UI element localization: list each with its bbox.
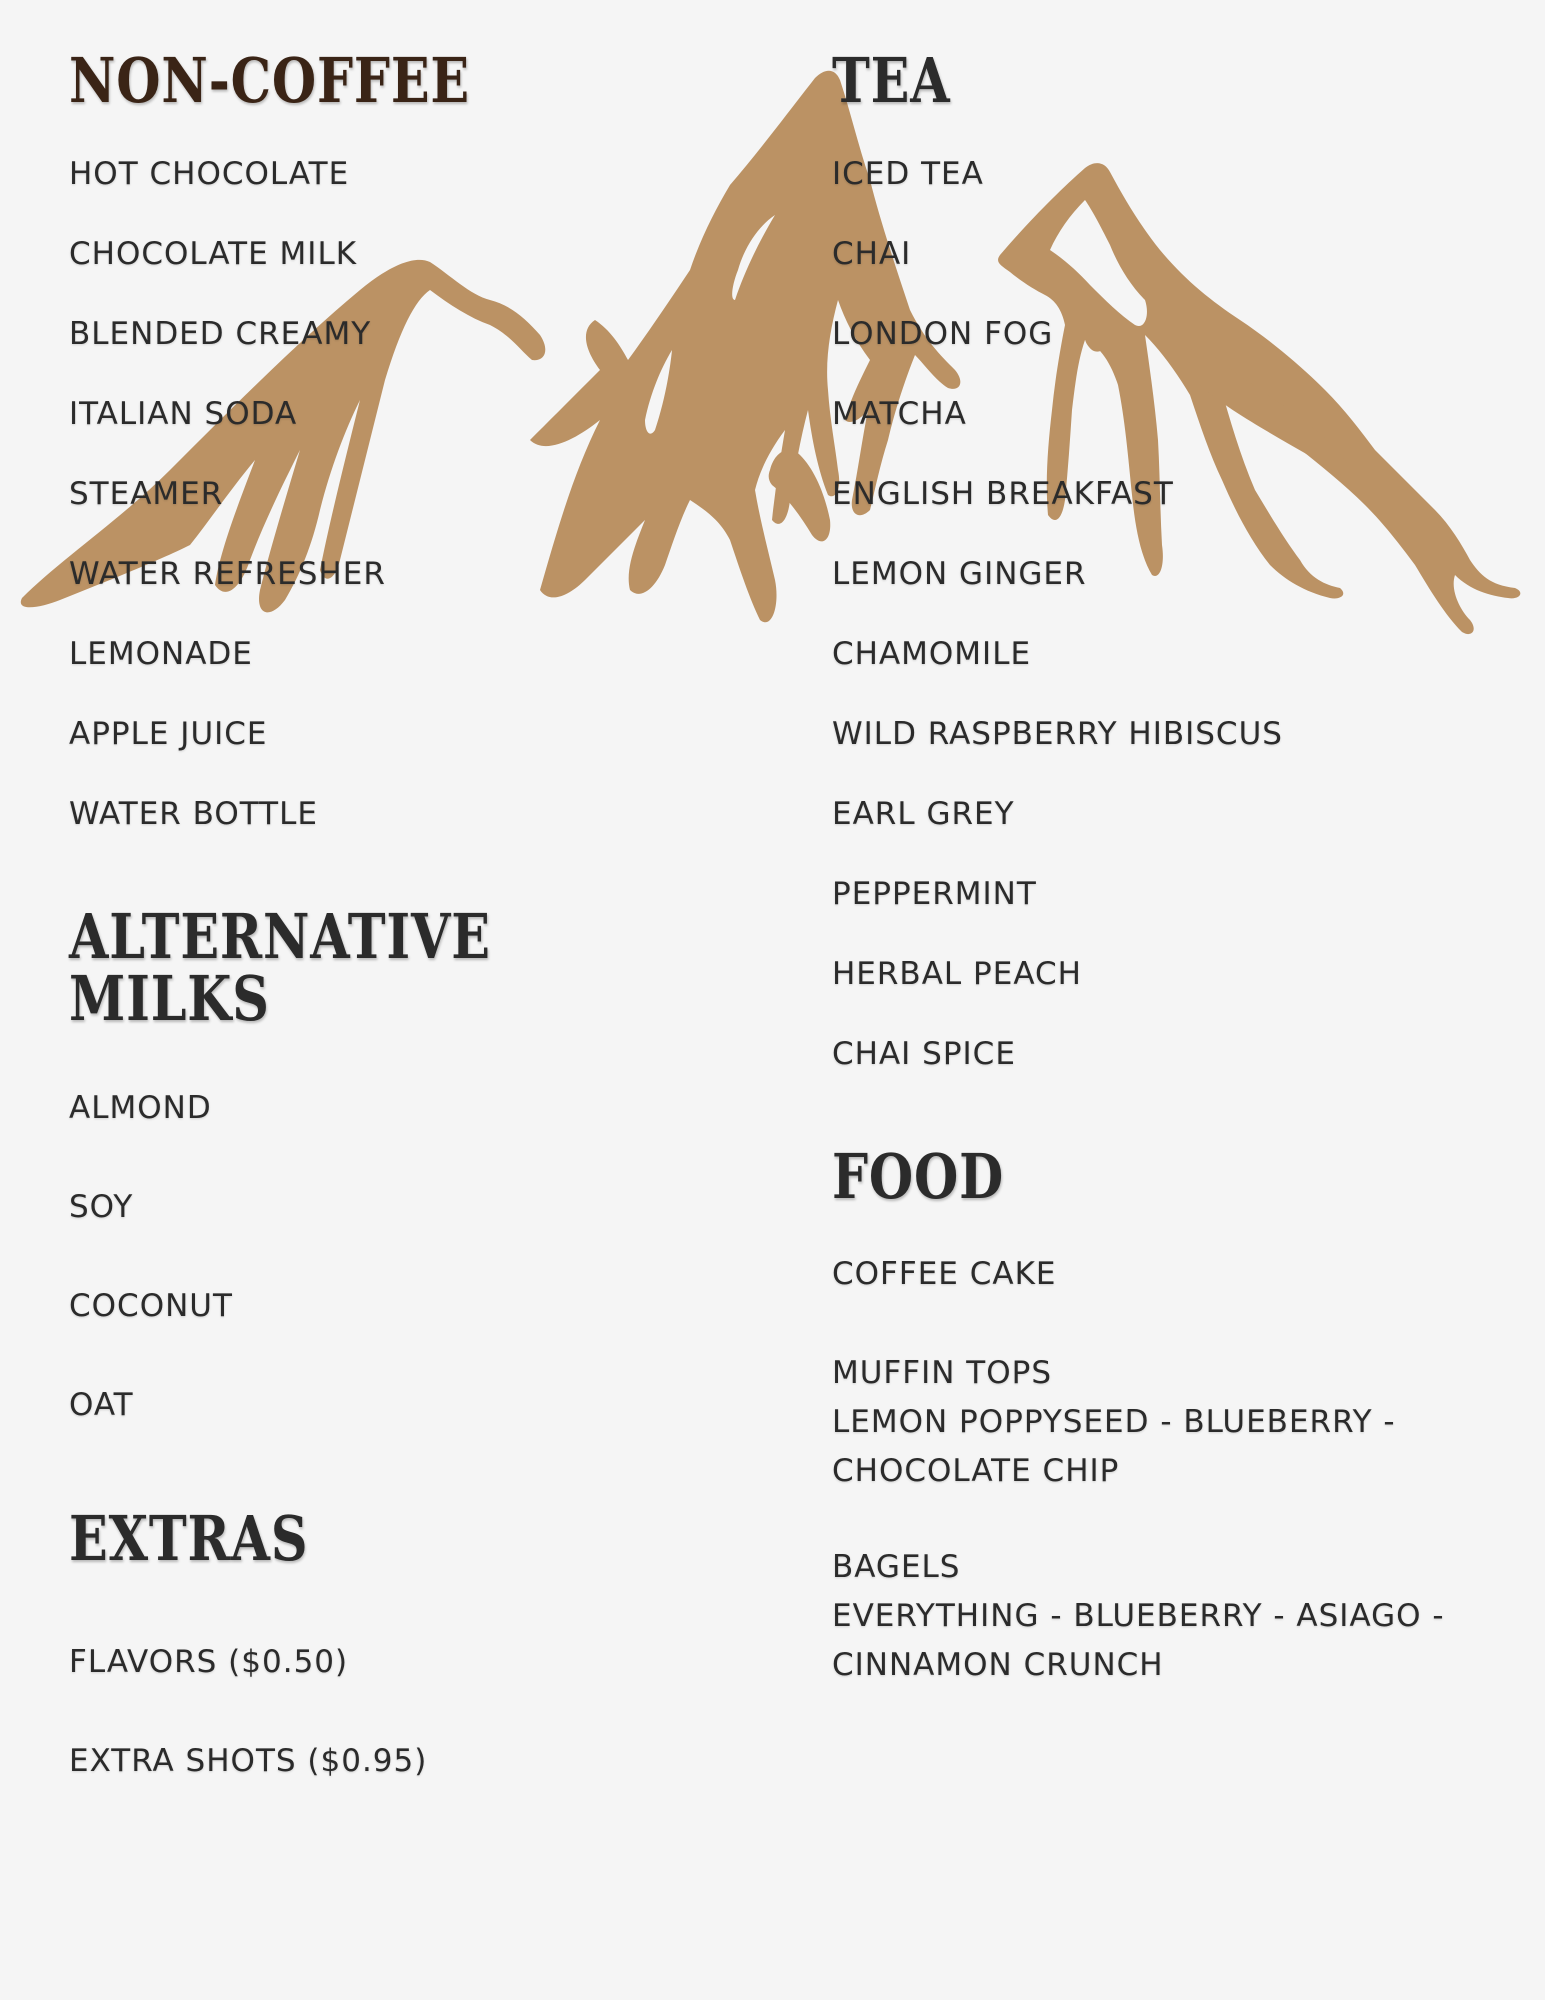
- menu-item: STEAMER: [69, 476, 224, 512]
- menu-item: PEPPERMINT: [832, 876, 1037, 912]
- menu-item: ENGLISH BREAKFAST: [832, 476, 1174, 512]
- menu-item: FLAVORS ($0.50): [69, 1644, 349, 1680]
- menu-item: WATER BOTTLE: [69, 796, 318, 832]
- menu-item: APPLE JUICE: [69, 716, 268, 752]
- extras-title: EXTRAS: [69, 1502, 309, 1575]
- food-item-name: COFFEE CAKE: [832, 1256, 1057, 1292]
- menu-item: LEMONADE: [69, 636, 253, 672]
- menu-item: LONDON FOG: [832, 316, 1054, 352]
- menu-item: ICED TEA: [832, 156, 984, 192]
- right-column: [832, 44, 1532, 1690]
- alternative-milks-list: [69, 1088, 769, 1484]
- menu-item: HERBAL PEACH: [832, 956, 1082, 992]
- menu-item: WILD RASPBERRY HIBISCUS: [832, 716, 1283, 752]
- food-list: [832, 1250, 1532, 1690]
- food-item-flavors: LEMON POPPYSEED - BLUEBERRY -: [832, 1404, 1396, 1440]
- menu-item: CHAI SPICE: [832, 1036, 1016, 1072]
- food-item-name: MUFFIN TOPS: [832, 1355, 1052, 1391]
- food-item-coffee-cake: [832, 1250, 1532, 1299]
- food-item-name: BAGELS: [832, 1549, 961, 1585]
- food-title: FOOD: [832, 1140, 1005, 1213]
- menu-item: EXTRA SHOTS ($0.95): [69, 1743, 428, 1779]
- menu-item: MATCHA: [832, 396, 967, 432]
- menu-item: LEMON GINGER: [832, 556, 1087, 592]
- menu-item: HOT CHOCOLATE: [69, 156, 350, 192]
- left-column: [69, 44, 769, 1840]
- tea-list: [832, 154, 1532, 1114]
- food-item-flavors: CINNAMON CRUNCH: [832, 1647, 1164, 1683]
- menu-item: COCONUT: [69, 1288, 233, 1324]
- food-item-bagels: [832, 1543, 1532, 1690]
- menu-item: WATER REFRESHER: [69, 556, 386, 592]
- menu-item: EARL GREY: [832, 796, 1015, 832]
- non-coffee-title: NON-COFFEE: [69, 44, 470, 117]
- menu-item: CHOCOLATE MILK: [69, 236, 358, 272]
- menu-item: OAT: [69, 1387, 134, 1423]
- menu-item: CHAMOMILE: [832, 636, 1032, 672]
- non-coffee-list: [69, 154, 769, 874]
- tea-title: TEA: [832, 44, 951, 117]
- menu-item: ALMOND: [69, 1090, 212, 1126]
- menu-item: SOY: [69, 1189, 134, 1225]
- food-item-flavors: EVERYTHING - BLUEBERRY - ASIAGO -: [832, 1598, 1445, 1634]
- menu-item: BLENDED CREAMY: [69, 316, 372, 352]
- extras-list: [69, 1642, 769, 1840]
- alternative-milks-title: ALTERNATIVE MILKS: [69, 900, 491, 1035]
- food-item-flavors: CHOCOLATE CHIP: [832, 1453, 1120, 1489]
- menu-item: ITALIAN SODA: [69, 396, 298, 432]
- menu-item: CHAI: [832, 236, 912, 272]
- food-item-muffin-tops: [832, 1349, 1532, 1496]
